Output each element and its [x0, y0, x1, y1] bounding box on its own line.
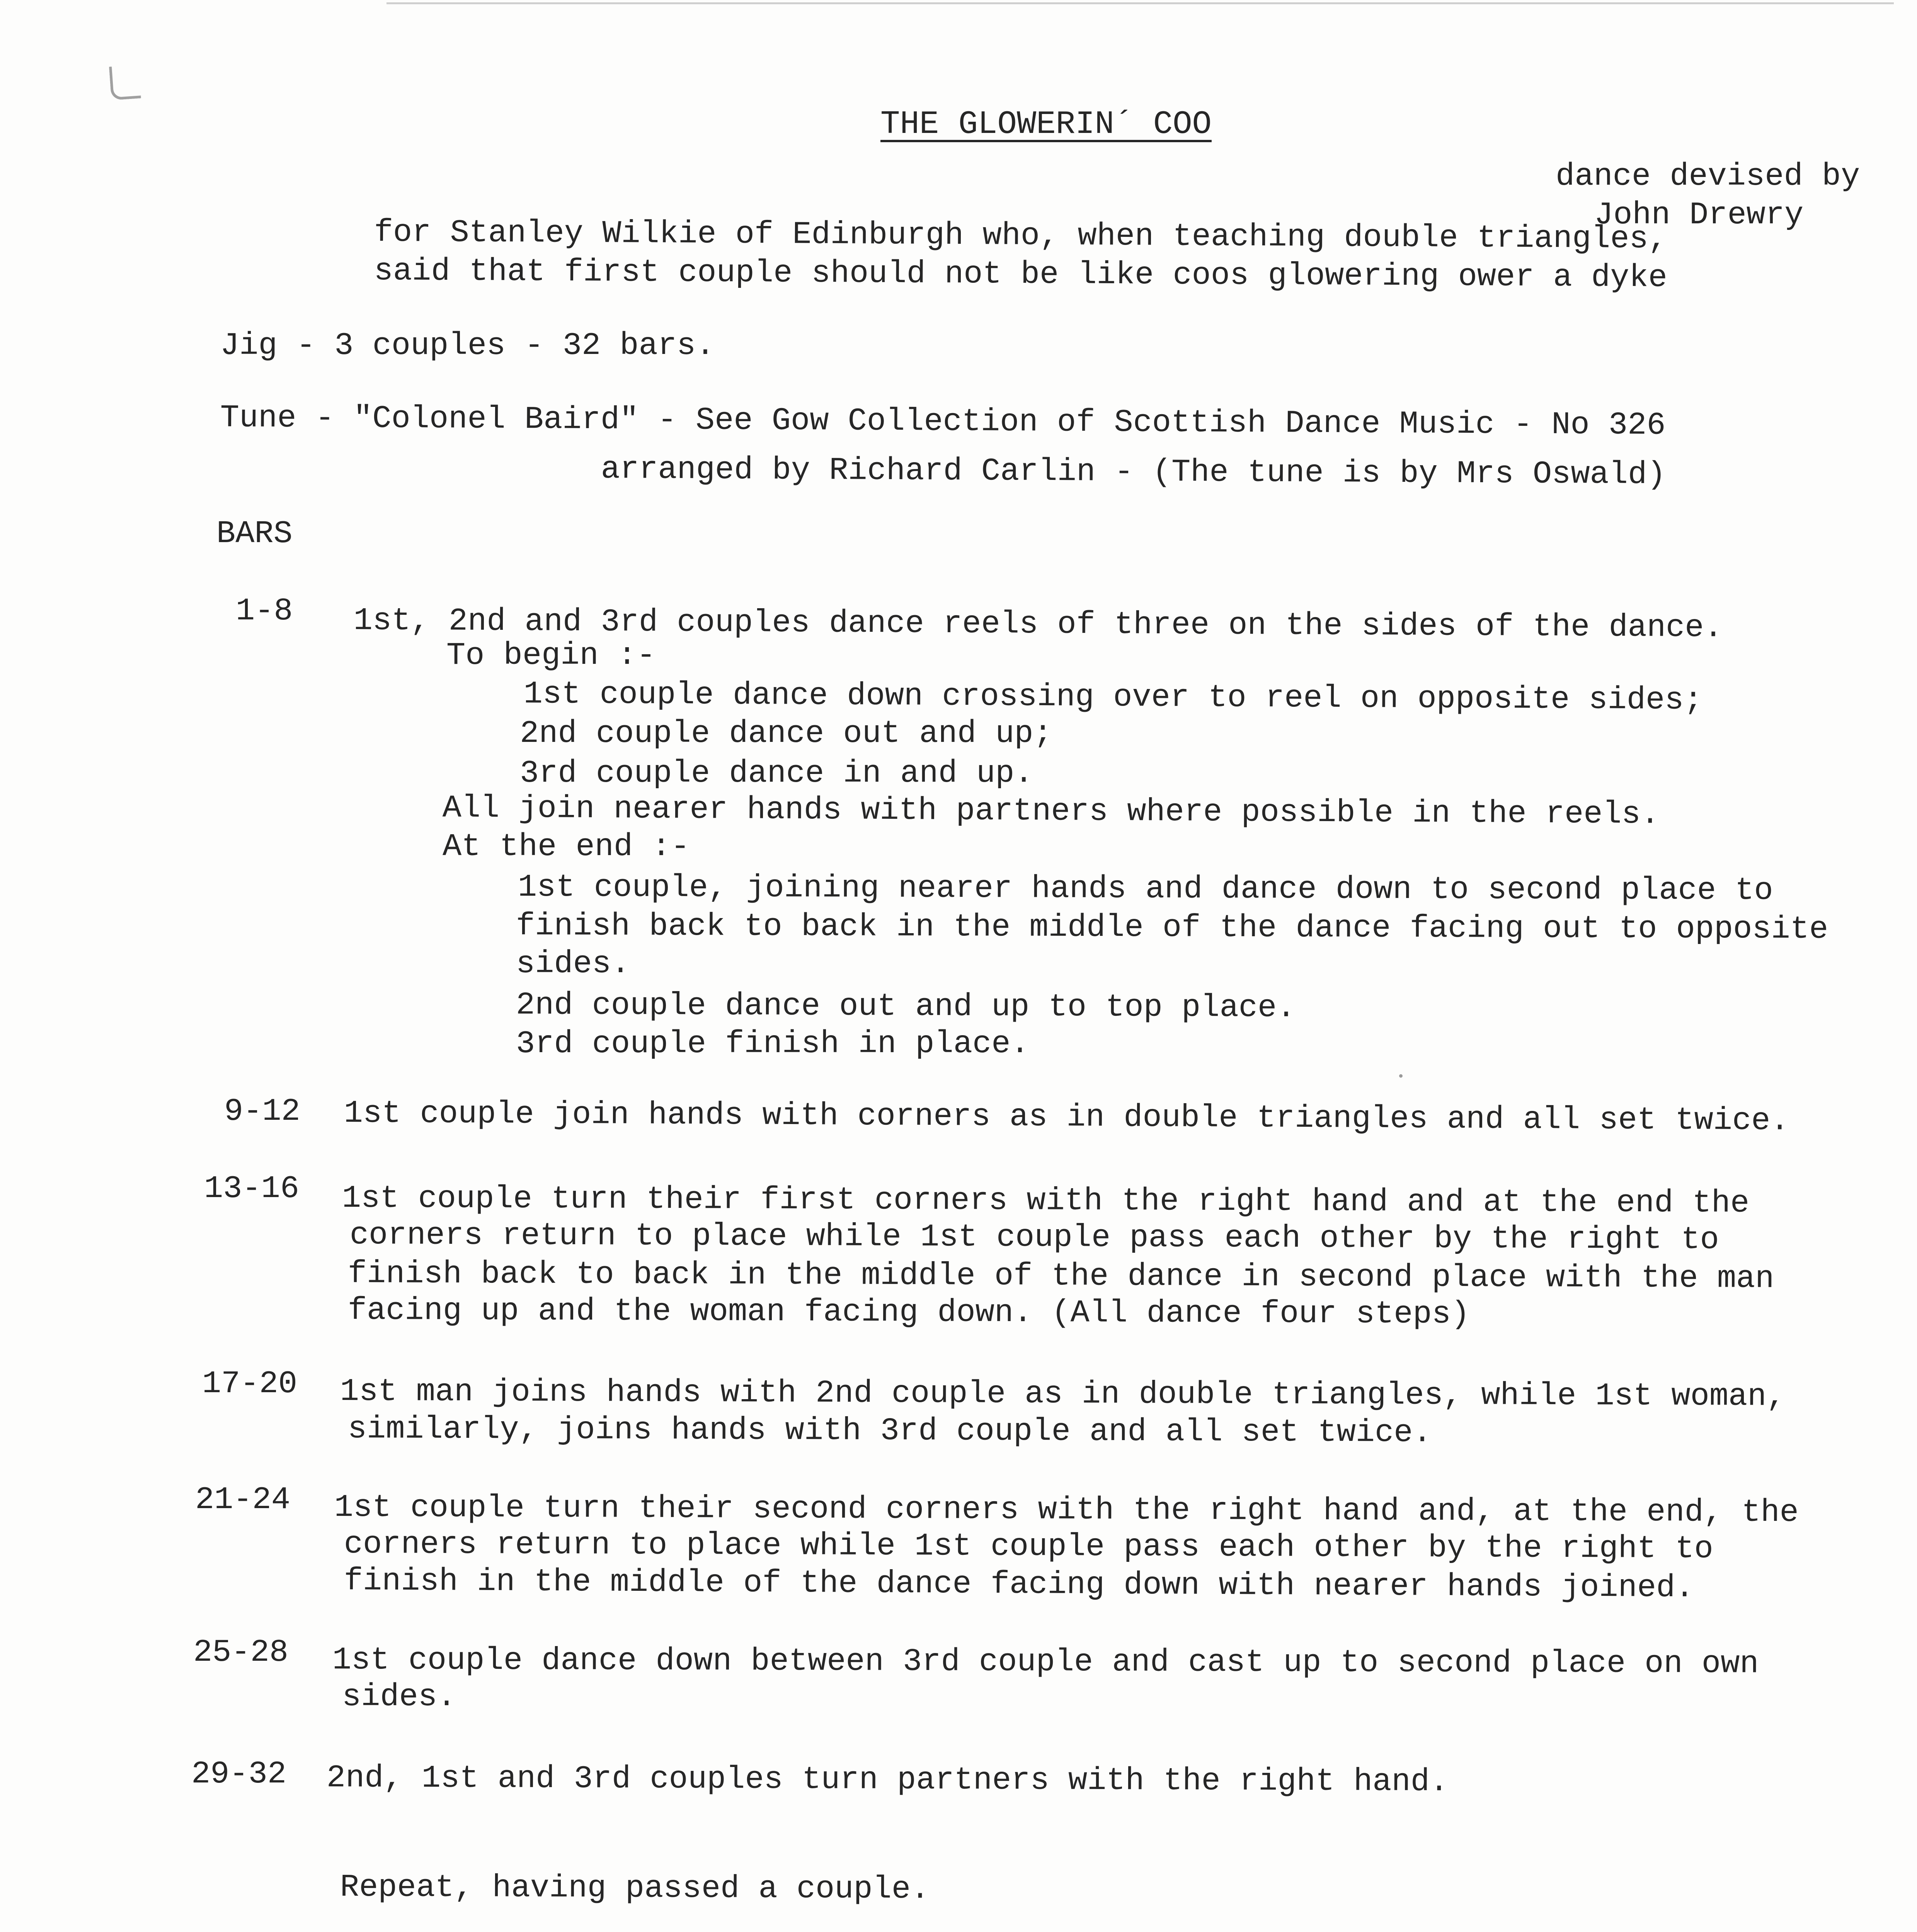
- corner-pencil-mark: [109, 65, 141, 100]
- credit-line-1: dance devised by: [1556, 158, 1860, 194]
- figure-line: At the end :-: [443, 829, 690, 865]
- figure-line: similarly, joins hands with 3rd couple and all set twice.: [347, 1411, 1432, 1451]
- dedication-line-1: for Stanley Wilkie of Edinburgh who, when teaching double triangles,: [374, 214, 1668, 257]
- figure-line: 1st man joins hands with 2nd couple as in double triangles, while 1st woman,: [340, 1374, 1786, 1415]
- dance-type: Jig - 3 couples - 32 bars.: [220, 328, 715, 364]
- page-title: THE GLOWERIN´ COO: [880, 106, 1212, 143]
- figure-line: corners return to place while 1st couple pass each other by the right to: [349, 1217, 1719, 1258]
- figure-line: 1st couple, joining nearer hands and dance down to second place to: [518, 869, 1773, 909]
- figure-line: sides.: [516, 946, 630, 982]
- figure-line: 3rd couple finish in place.: [516, 1026, 1030, 1062]
- figure-line: To begin :-: [446, 638, 656, 673]
- figure-line: 1st couple turn their second corners with the right hand and, at the end, the: [334, 1490, 1799, 1531]
- figure-line: finish back to back in the middle of the dance facing out to opposite: [516, 908, 1828, 947]
- figure-line: All join nearer hands with partners where possible in the reels.: [442, 790, 1660, 833]
- figure-line: corners return to place while 1st couple pass each other by the right to: [344, 1526, 1713, 1567]
- figure-line: sides.: [342, 1679, 456, 1715]
- figure-line: 1st couple turn their first corners with the right hand and at the end the: [342, 1180, 1750, 1221]
- figure-line: 1st couple dance down between 3rd couple and cast up to second place on own: [332, 1642, 1759, 1682]
- figure-line: facing up and the woman facing down. (All dance four steps): [347, 1293, 1470, 1333]
- bars-label: 9-12: [224, 1094, 300, 1129]
- closing-line: Repeat, having passed a couple.: [340, 1869, 930, 1908]
- tune-line-1: Tune - "Colonel Baird" - See Gow Collection of Scottish Dance Music - No 326: [220, 400, 1666, 444]
- scan-edge-line: [386, 2, 1894, 4]
- scan-speck: [1399, 1074, 1403, 1078]
- tune-line-2: arranged by Richard Carlin - (The tune is by Mrs Oswald): [601, 451, 1666, 493]
- figure-line: 1st couple join hands with corners as in double triangles and all set twice.: [344, 1095, 1789, 1139]
- bars-label: 1-8: [236, 593, 293, 629]
- figure-line: 2nd couple dance out and up to top place.: [516, 987, 1296, 1026]
- dedication-line-2: said that first couple should not be like coos glowering ower a dyke: [374, 253, 1668, 296]
- bars-label: 17-20: [202, 1366, 298, 1402]
- figure-line: finish back to back in the middle of the dance in second place with the man: [347, 1256, 1774, 1297]
- bars-label: 25-28: [193, 1634, 289, 1670]
- figure-line: 2nd couple dance out and up;: [520, 716, 1052, 752]
- figure-line: finish in the middle of the dance facing down with nearer hands joined.: [344, 1563, 1694, 1606]
- credit-line-2: John Drewry: [1594, 197, 1804, 233]
- figure-line: 1st couple dance down crossing over to reel on opposite sides;: [523, 676, 1703, 718]
- bars-label: 13-16: [204, 1171, 300, 1207]
- figure-line: 1st, 2nd and 3rd couples dance reels of three on the sides of the dance.: [353, 603, 1723, 646]
- bars-heading: BARS: [216, 516, 293, 552]
- bars-label: 21-24: [195, 1482, 291, 1518]
- figure-line: 3rd couple dance in and up.: [520, 755, 1033, 791]
- bars-label: 29-32: [191, 1756, 287, 1792]
- figure-line: 2nd, 1st and 3rd couples turn partners with the right hand.: [326, 1760, 1449, 1800]
